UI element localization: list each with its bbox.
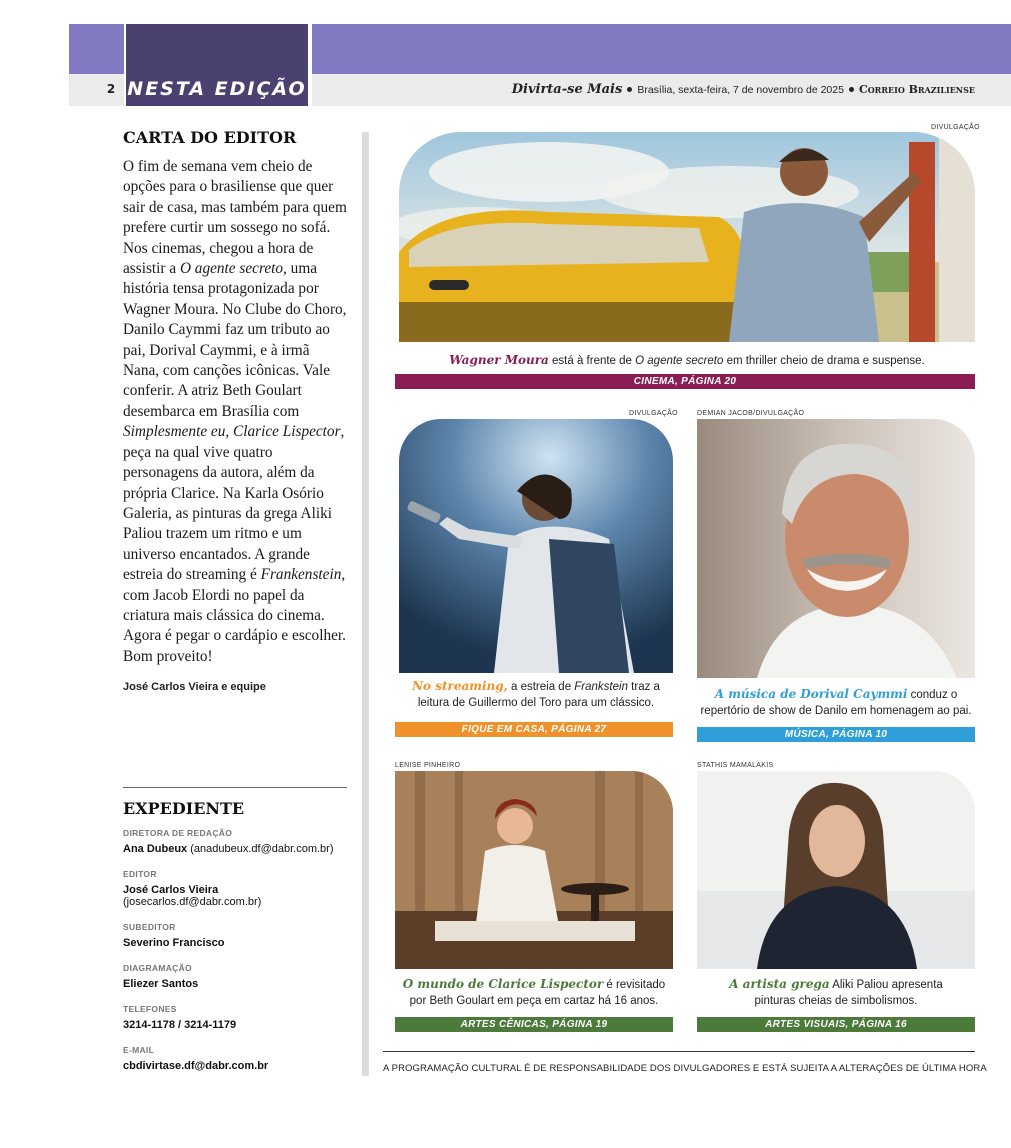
cinema-scene-image: [399, 132, 975, 342]
expediente-value: [123, 1060, 349, 1072]
letter-text: , peça na qual vive quatro personagens da autora, além da própria Clarice. Na Karla Osório Galeria, as pinturas da grega Aliki Paliou trazem um ritmo e um universo encantados. A grande estreia do streaming é: [123, 423, 345, 584]
caption-text: por Beth Goulart em peça em cartaz há 16 anos.: [409, 995, 659, 1007]
expediente-value: [123, 978, 349, 990]
photo-credit-musica: DEMIAN JACOB/DIVULGAÇÃO: [697, 410, 805, 417]
cenicas-stage-image: [395, 771, 673, 969]
expediente-item: [123, 963, 349, 990]
footer-rule: [383, 1051, 975, 1052]
expediente-heading: EXPEDIENTE: [123, 799, 245, 818]
caption-text: pinturas cheias de simbolismos.: [754, 995, 918, 1007]
streaming-scene-image: [399, 419, 673, 673]
visuais-portrait-image: [697, 771, 975, 969]
newspaper-name: Correio Braziliense: [858, 83, 975, 96]
photo-cinema: [399, 132, 975, 342]
expediente-name: Eliezer Santos: [123, 978, 199, 990]
editor-letter-heading: CARTA DO EDITOR: [123, 128, 297, 147]
expediente: [123, 799, 349, 1086]
expediente-item: [123, 922, 349, 949]
photo-credit-visuais: STATHIS MAMALAKIS: [697, 762, 774, 769]
expediente-label: DIAGRAMAÇÃO: [123, 963, 192, 973]
caption-text: está à frente de: [548, 355, 636, 367]
page-number: 2: [106, 82, 116, 96]
photo-cenicas: [395, 771, 673, 969]
expediente-name: Ana Dubeux: [123, 843, 188, 855]
expediente-detail: (josecarlos.df@dabr.com.br): [123, 896, 262, 908]
photo-credit-cenicas: LENISE PINHEIRO: [395, 762, 461, 769]
expediente-list: [123, 828, 349, 1072]
letter-text: O fim de semana vem cheio de opções para o brasiliense que quer sair de casa, mas também para quem prefere curtir um sossego no sofá. Nos cinemas, chegou a hora de assistir a: [123, 158, 347, 278]
section-bar-streaming: FIQUE EM CASA, PÁGINA 27: [395, 722, 673, 737]
section-title: NESTA EDIÇÃO: [127, 78, 307, 100]
expediente-item: [123, 1045, 349, 1072]
caption-highlight: A artista grega: [729, 977, 830, 991]
expediente-label: E-MAIL: [123, 1045, 155, 1055]
caption-musica: [697, 686, 975, 719]
caption-text: é revisitado: [603, 979, 666, 991]
dateline: Brasília, sexta-feira, 7 de novembro de 2025: [637, 84, 844, 96]
caption-cinema: [399, 352, 975, 369]
caption-text: Aliki Paliou apresenta: [829, 979, 943, 991]
section-bar-cenicas: ARTES CÊNICAS, PÁGINA 19: [395, 1017, 673, 1032]
caption-highlight: Wagner Moura: [449, 353, 549, 367]
letter-text: , com Jacob Elordi no papel da criatura mais clássica do cinema. Agora é pegar o cardápio e escolher.: [123, 566, 346, 645]
expediente-value: [123, 843, 349, 855]
caption-streaming: [399, 678, 673, 711]
photo-credit-streaming: DIVULGAÇÃO: [629, 410, 678, 417]
caption-text: em thriller cheio de drama e suspense.: [723, 355, 925, 367]
caption-text: conduz o: [907, 689, 958, 701]
photo-visuais: [697, 771, 975, 969]
bullet-icon: [627, 87, 632, 92]
expediente-label: SUBEDITOR: [123, 922, 176, 932]
editor-letter: [123, 128, 349, 693]
caption-text: traz a: [627, 681, 660, 693]
editor-letter-body: [123, 157, 349, 667]
column-divider-rule: [123, 787, 347, 788]
letter-title-ref: O agente secreto: [179, 260, 284, 278]
section-bar-visuais: ARTES VISUAIS, PÁGINA 16: [697, 1017, 975, 1032]
letter-signature: José Carlos Vieira e equipe: [123, 681, 266, 694]
letter-closing: Bom proveito!: [123, 647, 213, 665]
vertical-divider: [362, 132, 369, 1076]
expediente-value: [123, 937, 349, 949]
letter-title-ref: Simplesmente eu, Clarice Lispector: [123, 423, 341, 441]
bullet-icon: [849, 87, 854, 92]
caption-title-ref: O agente secreto: [635, 355, 724, 367]
footer-disclaimer: A PROGRAMAÇÃO CULTURAL É DE RESPONSABILIDADE DOS DIVULGADORES E ESTÁ SUJEITA A ALTERAÇÕES DE ÚLTIMA HORA: [383, 1063, 987, 1074]
expediente-name: 3214-1178 / 3214-1179: [123, 1019, 237, 1031]
expediente-value: [123, 884, 349, 908]
expediente-name: cbdivirtase.df@dabr.com.br: [123, 1060, 269, 1072]
expediente-label: EDITOR: [123, 869, 157, 879]
supplement-name: Divirta-se Mais: [511, 82, 623, 97]
expediente-detail: (anadubeux.df@dabr.com.br): [187, 843, 334, 855]
header-band-left: [69, 24, 124, 74]
photo-streaming: [399, 419, 673, 673]
photo-musica: [697, 419, 975, 678]
expediente-name: Severino Francisco: [123, 937, 225, 949]
caption-text: repertório de show de Danilo em homenagem ao pai.: [700, 705, 972, 717]
caption-text: a estreia de: [507, 681, 575, 693]
expediente-value: [123, 1019, 349, 1031]
photo-credit-cinema: DIVULGAÇÃO: [931, 124, 980, 131]
expediente-item: [123, 828, 349, 855]
header-meta: [470, 80, 975, 100]
header-band-right: [312, 24, 1011, 74]
expediente-item: [123, 1004, 349, 1031]
caption-highlight: A música de Dorival Caymmi: [714, 687, 908, 701]
caption-visuais: [697, 976, 975, 1009]
caption-title-ref: Frankstein: [574, 681, 628, 693]
expediente-label: TELEFONES: [123, 1004, 177, 1014]
expediente-label: DIRETORA DE REDAÇÃO: [123, 828, 233, 838]
expediente-item: [123, 869, 349, 908]
expediente-name: José Carlos Vieira: [123, 884, 219, 896]
section-bar-musica: MÚSICA, PÁGINA 10: [697, 727, 975, 742]
letter-title-ref: Frankenstein: [260, 566, 342, 584]
caption-highlight: O mundo de Clarice Lispector: [402, 977, 604, 991]
musica-portrait-image: [697, 419, 975, 678]
caption-text: leitura de Guillermo del Toro para um clássico.: [417, 697, 655, 709]
caption-cenicas: [395, 976, 673, 1009]
section-bar-cinema: CINEMA, PÁGINA 20: [395, 374, 975, 389]
caption-highlight: No streaming,: [412, 679, 508, 693]
letter-text: , uma história tensa protagonizada por Wagner Moura. No Clube do Choro, Danilo Caymmi faz um tributo ao pai, Dorival Caymmi, e à irmã Nana, com canções icônicas. Vale conferir. A atriz Beth Goulart desembarca em Brasília com: [123, 260, 347, 420]
